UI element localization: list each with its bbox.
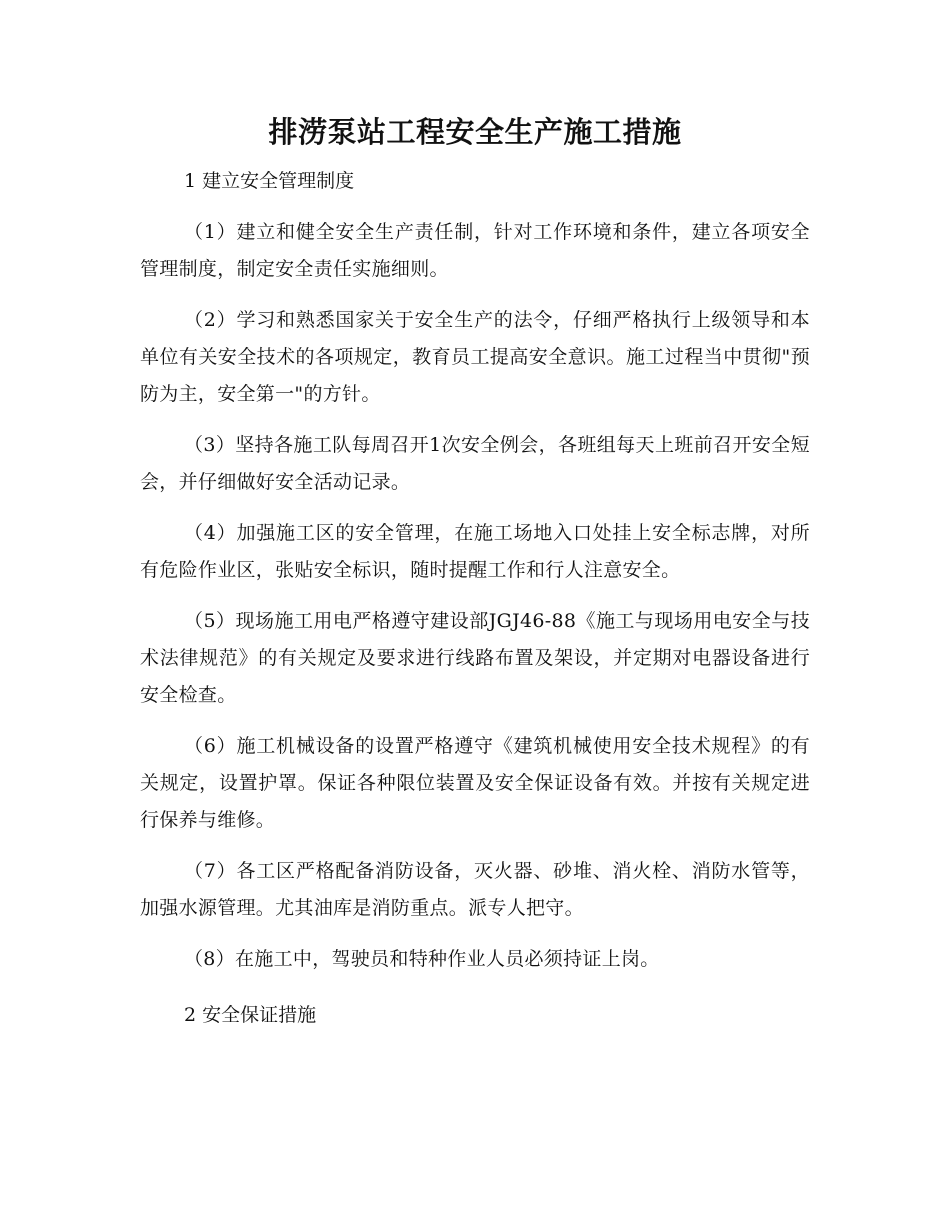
section-heading-2: 2 安全保证措施 [184, 1004, 317, 1026]
paragraph-4: （4）加强施工区的安全管理，在施工场地入口处挂上安全标志牌，对所有危险作业区，张贴安全标识，随时提醒工作和行人注意安全。 [140, 522, 810, 581]
document-title: 排涝泵站工程安全生产施工措施 [268, 115, 682, 149]
paragraph-2: （2）学习和熟悉国家关于安全生产的法令，仔细严格执行上级领导和本单位有关安全技术的各项规定，教育员工提高安全意识。施工过程当中贯彻"预防为主，安全第一"的方针。 [140, 309, 810, 405]
paragraph-3: （3）坚持各施工队每周召开1次安全例会，各班组每天上班前召开安全短会，并仔细做好安全活动记录。 [140, 434, 810, 493]
paragraph-5: （5）现场施工用电严格遵守建设部JGJ46-88《施工与现场用电安全与技术法律规范》的有关规定及要求进行线路布置及架设，并定期对电器设备进行安全检查。 [140, 610, 810, 706]
paragraph-6: （6）施工机械设备的设置严格遵守《建筑机械使用安全技术规程》的有关规定，设置护罩。保证各种限位装置及安全保证设备有效。并按有关规定进行保养与维修。 [140, 735, 810, 831]
section-heading-1: 1 建立安全管理制度 [184, 170, 355, 192]
paragraph-7: （7）各工区严格配备消防设备，灭火器、砂堆、消火栓、消防水管等，加强水源管理。尤其油库是消防重点。派专人把守。 [140, 860, 810, 919]
paragraph-1: （1）建立和健全安全生产责任制，针对工作环境和条件，建立各项安全管理制度，制定安全责任实施细则。 [140, 221, 810, 280]
paragraph-8: （8）在施工中，驾驶员和特种作业人员必须持证上岗。 [184, 948, 660, 970]
document-page [140, 112, 810, 1034]
